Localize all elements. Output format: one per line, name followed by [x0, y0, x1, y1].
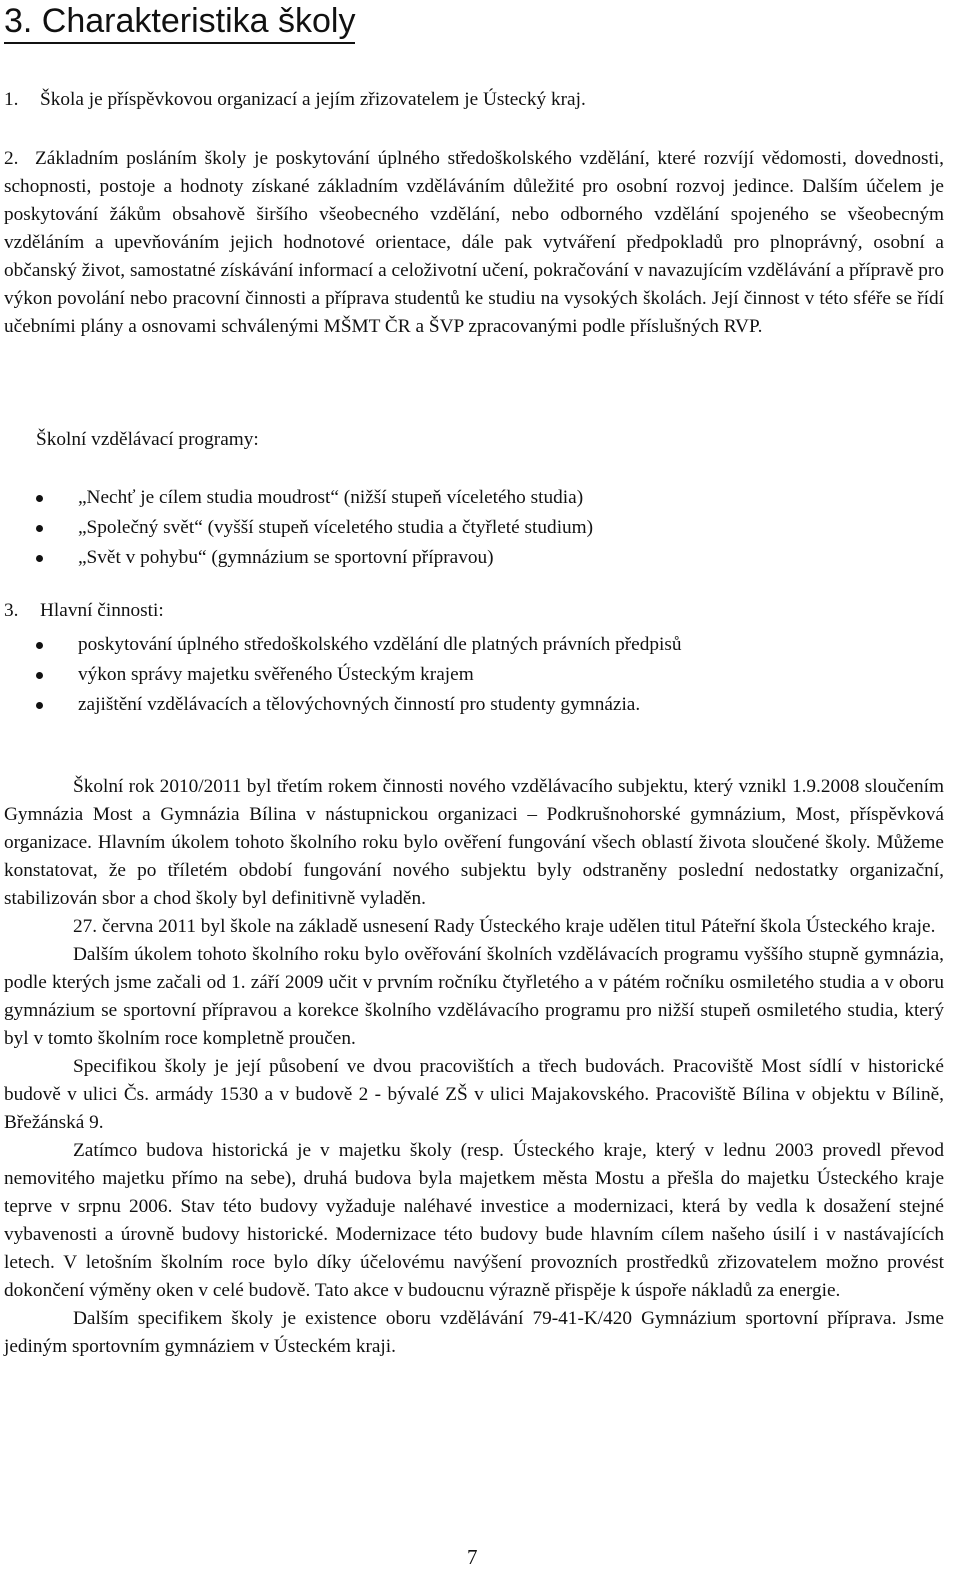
bullet-icon	[36, 555, 43, 562]
item-2-text: Základním posláním školy je poskytování úplného středoškolského vzdělání, které rozvíjí vědomosti, dovednosti, schopnosti, postoje a hodnoty získané základním vzděláváním důležité pro osobní rozvoj jedince. Dalším účelem je poskytování žákům obsahově širšího všeobecného vzdělání, nebo odborného vzdělání spojeného se všeobecným vzděláním a upevňováním jejich hodnotové orientace, dále pak vytváření předpokladů pro plnoprávný, osobní a občanský život, samostatné získávání informací a celoživotní učení, pokračování v navazujícím vzdělávání a přípravě pro výkon povolání nebo pracovní činnosti a příprava studentů ke studiu na vysokých školách. Její činnost v této sféře se řídí učebními plány a osnovami schválenými MŠMT ČR a ŠVP zpracovanými podle příslušných RVP.	[4, 148, 944, 337]
page-number: 7	[467, 1545, 478, 1569]
item-1	[4, 86, 944, 116]
list-item: zajištění vzdělávacích a tělovýchovných činností pro studenty gymnázia.	[10, 690, 910, 720]
item-2-number: 2.	[4, 148, 19, 169]
body-text	[4, 773, 944, 1361]
paragraph: Dalším specifikem školy je existence oboru vzdělávání 79-41-K/420 Gymnázium sportovní příprava. Jsme jediným sportovním gymnáziem v Ústeckém kraji.	[4, 1308, 944, 1357]
item-1-text: Škola je příspěvkovou organizací a jejím zřizovatelem je Ústecký kraj.	[40, 89, 586, 110]
list-item: „Společný svět“ (vyšší stupeň víceletého studia a čtyřleté studium)	[10, 513, 910, 543]
paragraph: Zatímco budova historická je v majetku školy (resp. Ústeckého kraje, který v lednu 2003 provedl převod nemovitého majetku přímo na sebe), druhá budova byla majetkem města Mostu a přešla do majetku Ústeckého kraje teprve v srpnu 2006. Stav této budovy vyžaduje naléhavé investice a modernizaci, která by vedla k dosažení stejné vybavenosti a úrovně budovy historické. Modernizace této budovy bude hlavním cílem našeho úsilí i v nastávajících letech. V letošním školním roce bylo díky účelovému navýšení provozních prostředků zřizovatelem možno provést dokončení výměny oken v celé budově. Tato akce v budoucnu výrazně přispěje k úspoře nákladů za energie.	[4, 1140, 944, 1301]
item-3-number: 3.	[4, 600, 19, 621]
section-heading: 3. Charakteristika školy	[4, 0, 355, 44]
list-item: výkon správy majetku svěřeného Ústeckým krajem	[10, 660, 910, 690]
list-item: poskytování úplného středoškolského vzdělání dle platných právních předpisů	[10, 630, 910, 660]
programs-list	[10, 483, 910, 573]
paragraph: Dalším úkolem tohoto školního roku bylo ověřování školních vzdělávacích programu vyššího stupně gymnázia, podle kterých jsme začali od 1. září 2009 učit v prvním ročníku čtyřletého a v pátém ročníku osmiletého studia a v oboru gymnázium se sportovní přípravou a korekce školního vzdělávacího programu pro nižší stupeň osmiletého studia, který byl v tomto školním roce kompletně proučen.	[4, 944, 944, 1049]
bullet-icon	[36, 642, 43, 649]
bullet-icon	[36, 672, 43, 679]
item-3-title: Hlavní činnosti:	[40, 600, 164, 621]
activities-list	[10, 630, 910, 720]
list-item: „Nechť je cílem studia moudrost“ (nižší stupeň víceletého studia)	[10, 483, 910, 513]
list-item: „Svět v pohybu“ (gymnázium se sportovní přípravou)	[10, 543, 910, 573]
paragraph: Školní rok 2010/2011 byl třetím rokem činnosti nového vzdělávacího subjektu, který vznikl 1.9.2008 sloučením Gymnázia Most a Gymnázia Bílina v nástupnickou organizaci – Podkrušnohorské gymnázium, Most, příspěvková organizace. Hlavním úkolem tohoto školního roku bylo ověření fungování všech oblastí života sloučené školy. Můžeme konstatovat, že po tříletém období fungování nového subjektu byly odstraněny poslední nedostatky organizační, stabilizován sbor a chod školy byl definitivně vyladěn.	[4, 776, 944, 909]
item-1-number: 1.	[4, 89, 19, 110]
item-2	[4, 145, 944, 341]
item-3	[4, 597, 904, 627]
bullet-icon	[36, 495, 43, 502]
paragraph: 27. června 2011 byl škole na základě usnesení Rady Ústeckého kraje udělen titul Páteřní škola Ústeckého kraje.	[73, 916, 936, 937]
paragraph: Specifikou školy je její působení ve dvou pracovištích a třech budovách. Pracoviště Most sídlí v historické budově v ulici Čs. armády 1530 a v budově 2 - bývalé ZŠ v ulici Majakovského. Pracoviště Bílina v objektu v Bílině, Břežánská 9.	[4, 1056, 944, 1133]
bullet-icon	[36, 525, 43, 532]
programs-title: Školní vzdělávací programy:	[36, 429, 259, 450]
bullet-icon	[36, 702, 43, 709]
